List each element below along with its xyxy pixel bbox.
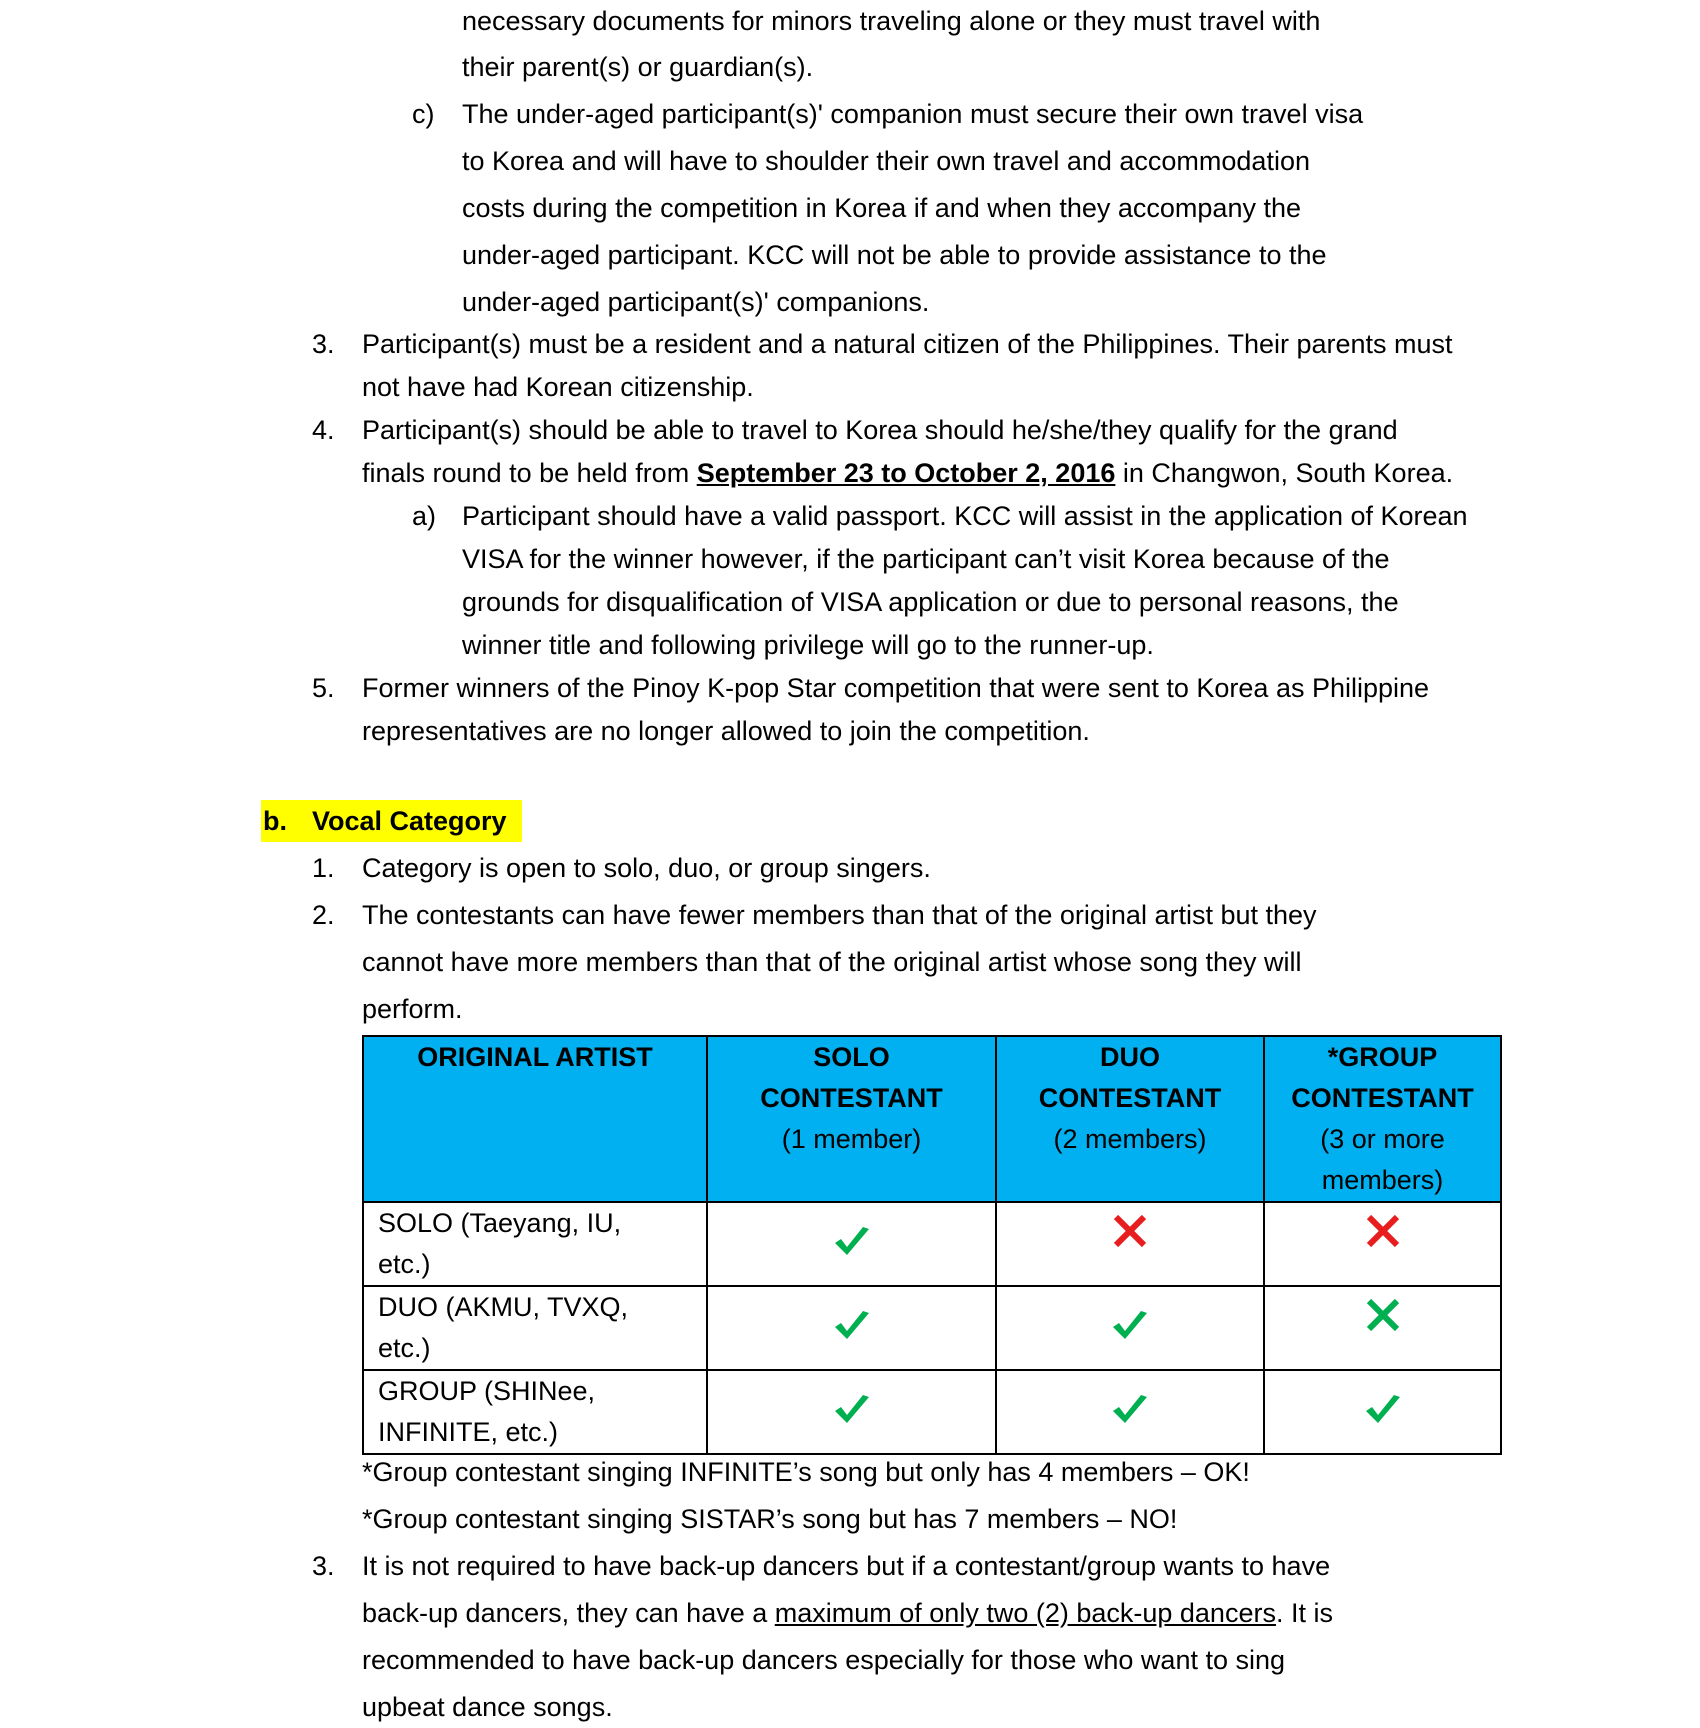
vocal-3-line-1: It is not required to have back-up dancers but if a contestant/group wants to have (362, 1551, 1331, 1581)
table-note: *Group contestant singing SISTAR’s song but has 7 members – NO! (362, 1504, 1178, 1534)
table-cell (1264, 1202, 1501, 1286)
vocal-3-line-4: upbeat dance songs. (362, 1692, 613, 1722)
item-4a-line: grounds for disqualification of VISA application or due to personal reasons, the (462, 587, 1399, 617)
check-icon (833, 1393, 871, 1427)
table-cell (996, 1286, 1264, 1370)
item-3-line: Participant(s) must be a resident and a natural citizen of the Philippines. Their parents must (362, 329, 1453, 359)
item-5-line: Former winners of the Pinoy K-pop Star competition that were sent to Korea as Philippine (362, 673, 1430, 703)
row-label (363, 1286, 707, 1370)
header-line-2: CONTESTANT (760, 1083, 943, 1113)
continuation-line-2: their parent(s) or guardian(s). (462, 52, 814, 82)
vocal-3-line-2 (362, 1592, 1333, 1634)
vocal-1-text: Category is open to solo, duo, or group singers. (362, 853, 931, 883)
row-label (363, 1370, 707, 1454)
item-c-line: under-aged participant. KCC will not be able to provide assistance to the (462, 240, 1327, 270)
section-b-marker: b. (263, 806, 287, 836)
header-group-contestant (1264, 1036, 1501, 1202)
row-label-line-1: DUO (AKMU, TVXQ, (378, 1292, 629, 1322)
table-row (363, 1370, 1501, 1454)
item-4-line-2-pre: finals round to be held from (362, 458, 697, 488)
check-icon (833, 1225, 871, 1259)
vocal-3-line-2-post: . It is (1275, 1598, 1333, 1628)
item-3-marker: 3. (312, 329, 335, 359)
check-icon (1111, 1309, 1149, 1343)
item-4a-line: VISA for the winner however, if the participant can’t visit Korea because of the (462, 544, 1390, 574)
item-4-line-2-post: in Changwon, South Korea. (1115, 458, 1454, 488)
header-main: ORIGINAL ARTIST (417, 1042, 653, 1072)
check-icon (1111, 1393, 1149, 1427)
vocal-1-marker: 1. (312, 853, 335, 883)
header-main: *GROUP (1327, 1042, 1438, 1072)
vocal-3-line-3: recommended to have back-up dancers especially for those who want to sing (362, 1645, 1286, 1675)
section-b-title: Vocal Category (312, 806, 507, 836)
item-4-marker: 4. (312, 415, 335, 445)
header-sub: (1 member) (781, 1124, 922, 1154)
table-note: *Group contestant singing INFINITE’s song but only has 4 members – OK! (362, 1457, 1250, 1487)
eligibility-table (362, 1035, 1502, 1455)
cross-icon (1365, 1213, 1401, 1249)
cross-icon (1365, 1297, 1401, 1333)
max-dancers-underlined: maximum of only two (2) back-up dancers (774, 1598, 1276, 1628)
item-c-line: The under-aged participant(s)' companion must secure their own travel visa (462, 99, 1364, 129)
vocal-3-marker: 3. (312, 1551, 335, 1581)
item-5-marker: 5. (312, 673, 335, 703)
item-4-line-2 (362, 452, 1453, 494)
item-c-line: under-aged participant(s)' companions. (462, 287, 930, 317)
table-cell (707, 1286, 996, 1370)
header-line-2: CONTESTANT (1291, 1083, 1474, 1113)
table-row (363, 1286, 1501, 1370)
header-original-artist (363, 1036, 707, 1202)
item-3-line: not have had Korean citizenship. (362, 372, 754, 402)
row-label-line-2: INFINITE, etc.) (378, 1417, 559, 1447)
header-sub: (3 or more members) (1320, 1124, 1445, 1195)
item-4a-marker: a) (412, 501, 437, 531)
vocal-2-marker: 2. (312, 900, 335, 930)
row-label (363, 1202, 707, 1286)
row-label-line-1: SOLO (Taeyang, IU, (378, 1208, 622, 1238)
section-b-heading (261, 800, 522, 842)
header-main: SOLO (813, 1042, 890, 1072)
header-duo-contestant (996, 1036, 1264, 1202)
vocal-2-line: The contestants can have fewer members than that of the original artist but they (362, 900, 1317, 930)
table-row (363, 1202, 1501, 1286)
item-c-line: costs during the competition in Korea if and when they accompany the (462, 193, 1301, 223)
table-cell (707, 1370, 996, 1454)
item-5-line: representatives are no longer allowed to join the competition. (362, 716, 1090, 746)
grand-finals-date: September 23 to October 2, 2016 (696, 458, 1116, 488)
table-cell (707, 1202, 996, 1286)
vocal-3-line-2-pre: back-up dancers, they can have a (362, 1598, 775, 1628)
check-icon (1364, 1393, 1402, 1427)
table-header-row (363, 1036, 1501, 1202)
header-sub: (2 members) (1053, 1124, 1207, 1154)
header-main: DUO (1100, 1042, 1160, 1072)
continuation-line-1: necessary documents for minors traveling alone or they must travel with (462, 6, 1321, 36)
header-solo-contestant (707, 1036, 996, 1202)
item-c-marker: c) (412, 99, 435, 129)
row-label-line-2: etc.) (378, 1249, 431, 1279)
row-label-line-1: GROUP (SHINee, (378, 1376, 596, 1406)
item-4a-line: Participant should have a valid passport. KCC will assist in the application of Korean (462, 501, 1468, 531)
item-c-line: to Korea and will have to shoulder their own travel and accommodation (462, 146, 1310, 176)
item-4a-line: winner title and following privilege will go to the runner-up. (462, 630, 1154, 660)
table-cell (1264, 1286, 1501, 1370)
cross-icon (1112, 1213, 1148, 1249)
item-4-line-1: Participant(s) should be able to travel to Korea should he/she/they qualify for the grand (362, 415, 1398, 445)
row-label-line-2: etc.) (378, 1333, 431, 1363)
table-cell (996, 1202, 1264, 1286)
table-cell (996, 1370, 1264, 1454)
header-line-2: CONTESTANT (1038, 1083, 1222, 1113)
vocal-2-line: perform. (362, 994, 463, 1024)
check-icon (833, 1309, 871, 1343)
vocal-2-line: cannot have more members than that of the original artist whose song they will (362, 947, 1302, 977)
table-cell (1264, 1370, 1501, 1454)
